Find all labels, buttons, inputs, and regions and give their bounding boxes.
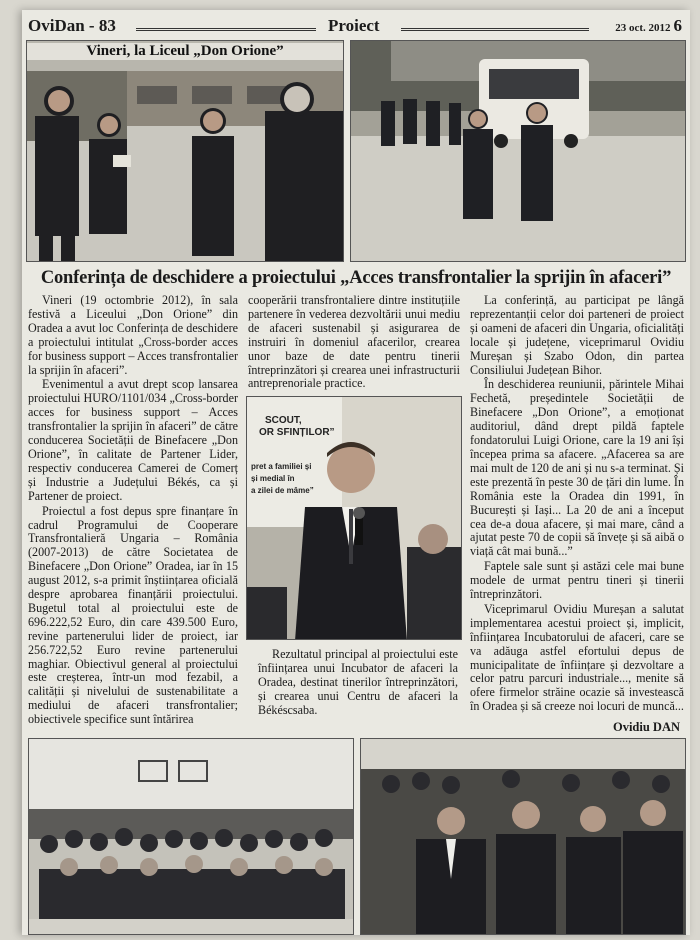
article-column-2 — [248, 294, 460, 394]
banner-line: pret a familiei și — [251, 462, 312, 471]
photo-caption: Vineri, la Liceul „Don Orione” — [27, 43, 343, 60]
newspaper-page — [22, 10, 690, 935]
article-column-1 — [28, 294, 238, 734]
date-text: 23 oct. 2012 — [615, 22, 671, 34]
banner-line: SCOUT, — [265, 415, 302, 426]
photo-officials-courtyard — [26, 40, 344, 262]
header-rule — [401, 28, 589, 31]
banner-line: a zilei de mâme” — [251, 486, 314, 495]
paragraph: cooperării transfrontaliere dintre instituțiile partenere în vederea dezvoltării unui mediu de afaceri sustenabil și asigurarea de instruiri în domeniul afacerilor, crearea unor baze de date pentru tinerii întreprinzători și crearea unei infrastructurii antreprenoriale practice. — [248, 294, 460, 391]
paragraph: Evenimentul a avut drept scop lansarea proiectului HURO/1101/034 „Cross-border acces for business support – Acces transfrontalier la sprijin în afaceri” de către conducerea Societății de Binefacere „Don Orione”, în calitate de Partener Lider, respectiv conducerea Camerei de Comerț și Industrie a Județului Békés, ca și Partener de proiect. — [28, 377, 238, 503]
banner-line: și medial în — [251, 474, 295, 483]
paragraph: Viceprimarul Ovidiu Mureșan a salutat implementarea acestui proiect și, implicit, înființarea Incubatorului de afaceri, care se va adăuga astfel efortului depus de municipalitate de înființare și dezvoltare a celor patru parcuri industriale..., menite să ofere firmelor străine ocazie să investească în Oradea și să creeze noi locuri de muncă... — [470, 601, 684, 714]
photo-arrival-bus — [350, 40, 686, 262]
publication-name: OviDan - 83 — [28, 16, 116, 35]
article-column-3 — [470, 294, 684, 734]
photo-audience-hall — [28, 738, 354, 935]
issue-date — [615, 16, 682, 36]
paragraph: Faptele sale sunt și astăzi cele mai bune modele de urmat pentru tineri și tinerii întreprinzători. — [470, 559, 684, 602]
banner-line: OR SFINȚILOR” — [259, 427, 335, 438]
section-title: Proiect — [328, 16, 380, 35]
paragraph: Vineri (19 octombrie 2012), în sala festivă a Liceului „Don Orione” din Oradea a avut loc Conferința de deschidere a proiectului intitulat „Cross-border acces for business support – Acces transfrontalier la sprijin în afaceri”. — [28, 294, 238, 377]
paragraph: Rezultatul principal al proiectului este înființarea unui Incubator de afaceri la Oradea, destinat tinerilor întreprinzători, și crearea unui Centru de afaceri la Békéscsaba. — [258, 647, 458, 717]
header-rule — [136, 28, 316, 31]
paragraph: În deschiderea reuniunii, părintele Mihai Fechetă, președintele Societății de Binefacere „Don Orione”, a emoționat auditoriul, dând drept pildă faptele fondatorului Luigi Orione, care la 19 ani își începea prima sa afacere. „Afacerea sa are mai mult de 120 de ani și nu s-a terminat. Și este prezentă în peste 30 de țări din lume. În România este la Oradea din 1991, în București și Iași... La 20 de ani a început cea de-a doua afacere, și mai mare, când a ajutat peste 70 de copii să învețe și să aibă o viață cât mai bună...” — [470, 377, 684, 559]
banner-text — [251, 415, 335, 497]
paragraph: Proiectul a fost depus spre finanțare în cadrul Programului de Cooperare Transfrontalieră Ungaria – România (2007-2013) de către Societatea de Binefacere „Don Orione” Oradea, iar în 15 august 2012, s-a primit înștiințarea oficială despre aprobarea finanțării proiectului. Bugetul total al proiectului este de 696.222,52 Euro, din care 439.500 Euro, revine partenerului lider de proiect, iar 256.722,52 Euro revine partenerului maghiar. Obiectivul general al proiectului este creșterea, într-un mod fezabil, a calității și nivelului de sustenabilitate a mediului de afaceri transfrontalier; obiectivele specifice sunt întărirea — [28, 503, 238, 727]
page-number: 6 — [673, 16, 682, 35]
article-column-2-bottom — [258, 648, 458, 738]
photo-seated-guests — [360, 738, 686, 935]
paragraph: La conferință, au participat pe lângă reprezentanții celor doi parteneri de proiect și oameni de afaceri din Ungaria, oficialități locale și județene, viceprimarul Ovidiu Mureșan și Szabo Odon, din partea Consiliului Județean Bihor. — [470, 294, 684, 377]
page-header — [28, 14, 682, 40]
author-byline: Ovidiu DAN — [612, 720, 680, 734]
photo-speaker-microphone — [246, 396, 462, 640]
article-headline: Conferința de deschidere a proiectului „Acces transfrontalier la sprijin în afaceri” — [40, 268, 672, 288]
